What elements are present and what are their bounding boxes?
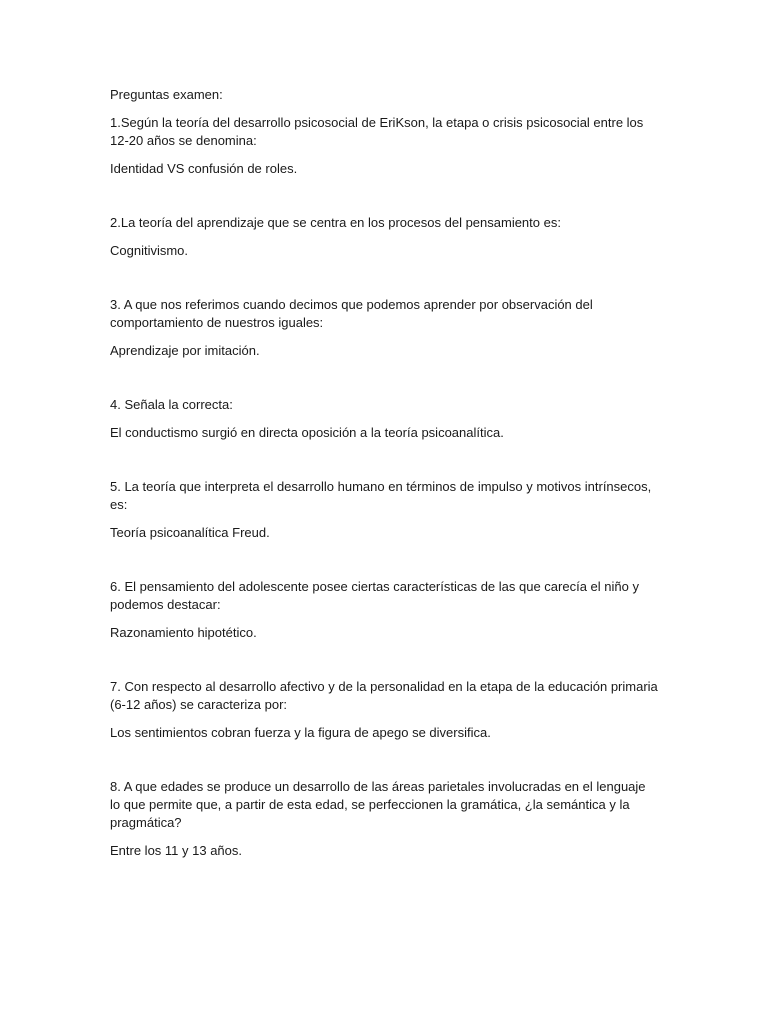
question-block-1 xyxy=(110,114,658,178)
question-text: 2.La teoría del aprendizaje que se centra en los procesos del pensamiento es: xyxy=(110,215,561,230)
question-block-5 xyxy=(110,478,658,542)
document-body xyxy=(110,86,658,896)
answer-text: Razonamiento hipotético. xyxy=(110,625,257,640)
question-block-3 xyxy=(110,296,658,360)
question-text: 7. Con respecto al desarrollo afectivo y de la personalidad en la etapa de la educación primaria (6-12 años) se caracteriza por: xyxy=(110,679,658,712)
question-text: 5. La teoría que interpreta el desarrollo humano en términos de impulso y motivos intrínsecos, es: xyxy=(110,479,652,512)
question-block-7 xyxy=(110,678,658,742)
question-block-8 xyxy=(110,778,658,860)
document-title: Preguntas examen: xyxy=(110,87,223,102)
answer-text: Aprendizaje por imitación. xyxy=(110,343,260,358)
answer-text: Entre los 11 y 13 años. xyxy=(110,843,243,858)
question-text: 4. Señala la correcta: xyxy=(110,397,233,412)
answer-text: Teoría psicoanalítica Freud. xyxy=(110,525,270,540)
answer-text: Identidad VS confusión de roles. xyxy=(110,161,298,176)
question-text: 6. El pensamiento del adolescente posee ciertas características de las que carecía el niño y podemos destacar: xyxy=(110,579,639,612)
question-block-6 xyxy=(110,578,658,642)
question-text: 3. A que nos referimos cuando decimos que podemos aprender por observación del comportamiento de nuestros iguales: xyxy=(110,297,593,330)
question-text: 1.Según la teoría del desarrollo psicosocial de EriKson, la etapa o crisis psicosocial entre los 12-20 años se denomina: xyxy=(110,115,644,148)
answer-text: Los sentimientos cobran fuerza y la figura de apego se diversifica. xyxy=(110,725,491,740)
question-block-4 xyxy=(110,396,658,442)
answer-text: El conductismo surgió en directa oposición a la teoría psicoanalítica. xyxy=(110,425,504,440)
question-text: 8. A que edades se produce un desarrollo de las áreas parietales involucradas en el lenguaje lo que permite que, a partir de esta edad, se perfeccionen la gramática, ¿la semántica y la pragmática? xyxy=(110,779,646,830)
answer-text: Cognitivismo. xyxy=(110,243,189,258)
question-block-2 xyxy=(110,214,658,260)
